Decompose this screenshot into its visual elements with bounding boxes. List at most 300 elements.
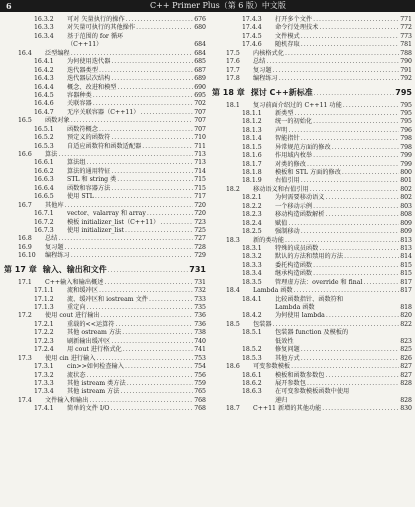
toc-section-number: 17.2.2 [34,329,54,337]
toc-page-number: 756 [194,371,206,379]
toc-leader-dots [93,100,193,108]
toc-section-number: 16.3.4 [34,32,54,40]
toc-page-number: 795 [395,87,412,97]
toc-section-title: 概念、改进和模型 [67,83,117,91]
toc-entry [212,24,412,32]
toc-section-title: 命令行处理技术 [275,24,319,32]
toc-entry [4,176,206,184]
toc-leader-dots [313,203,399,211]
toc-leader-dots [58,235,193,243]
toc-leader-dots [111,168,193,176]
toc-page-number: 795 [400,101,412,109]
toc-page-number: 725 [194,226,206,234]
toc-entry [212,296,412,304]
toc-section-title: 函数符概念 [67,125,98,133]
toc-entry [212,329,412,337]
toc-section-number: 17.2.3 [34,337,54,345]
toc-entry [212,397,412,405]
toc-page-number: 707 [194,125,206,133]
toc-leader-dots [319,24,399,32]
toc-leader-dots [147,210,193,218]
toc-entry [212,220,412,228]
toc-section-title: 使用 initializer_list [67,226,124,234]
toc-entry [4,227,206,235]
toc-leader-dots [313,270,399,278]
toc-leader-dots [294,287,400,295]
toc-section-title: 模板和 STL 方面的修改 [275,169,341,176]
toc-page-number: 720 [194,201,206,209]
toc-entry [4,117,206,125]
toc-page-number: 768 [194,405,206,413]
toc-section-title: 比较函数指针、函数符和 [275,295,344,303]
toc-entry [4,312,206,320]
toc-leader-dots [301,177,399,185]
toc-entry [4,235,206,243]
toc-section-number: 17.6 [226,58,240,66]
toc-leader-dots [342,169,399,177]
toc-leader-dots [313,262,399,270]
toc-leader-dots [111,58,193,66]
toc-section-title: 默认的方法和禁用的方法 [275,253,344,261]
toc-section-number: 17.4.6 [242,41,262,49]
toc-entry [212,161,412,169]
toc-section-number: 18.5 [226,320,240,328]
toc-entry [4,405,206,413]
toc-entry [212,405,412,413]
toc-leader-dots [285,50,399,58]
toc-page-number: 728 [194,243,206,251]
toc-entry [4,75,206,83]
toc-section-title: 其他 ostream 方法 [67,329,122,337]
toc-entry [212,372,412,380]
toc-page-number: 684 [194,41,206,49]
toc-leader-dots [93,92,193,100]
toc-section-number: 17.2 [18,312,32,320]
toc-entry [212,102,412,110]
toc-leader-dots [71,50,193,58]
toc-leader-dots [301,355,399,363]
toc-page-number: 823 [400,337,412,345]
toc-entry [4,329,206,337]
toc-section-number: 18.5.1 [242,329,262,337]
toc-section-number: 16.8 [18,235,32,243]
toc-entry [4,33,206,41]
toc-section-number: 18.6.3 [242,388,262,396]
toc-section-number: 16.9 [18,243,32,251]
toc-section-title: 文件模式 [275,32,300,40]
toc-section-title: 流、缓冲区和 iostream 文件 [67,295,148,303]
toc-section-number: 18.1.9 [242,177,262,185]
toc-leader-dots [117,176,193,184]
toc-section-title: 泛型编程 [45,49,70,57]
toc-entry [4,151,206,159]
toc-page-number: 790 [400,58,412,66]
toc-section-title: 流和缓冲区 [67,287,98,295]
toc-section-number: 第 17 章 [4,264,37,274]
toc-page-number: 822 [400,320,412,328]
toc-section-number: 17.2.4 [34,346,54,354]
toc-page-number: 771 [400,16,412,23]
toc-leader-dots [343,102,399,110]
toc-page-number: 828 [400,379,412,387]
toc-entry [4,372,206,380]
toc-section-title: 探讨 C++新标准 [250,87,313,97]
toc-leader-dots [301,41,399,49]
toc-section-number: 16.5 [18,117,32,125]
toc-page-number: 801 [400,177,412,185]
toc-page-number: 813 [400,244,412,252]
toc-leader-dots [273,67,400,75]
toc-section-title: 特殊的成员函数 [275,244,319,252]
toc-entry [212,338,412,346]
toc-leader-dots [326,372,400,380]
toc-leader-dots [97,355,194,363]
toc-page-number: 702 [194,100,206,108]
toc-section-number: 18.2.2 [242,202,262,210]
toc-section-number: 18.1.2 [242,118,262,126]
toc-section-number: 16.6.1 [34,159,54,167]
toc-page-number: 809 [400,219,412,227]
toc-section-number: 18.1.3 [242,126,262,134]
toc-leader-dots [122,329,193,337]
toc-leader-dots [87,159,194,167]
toc-section-title: 刷新输出缓冲区 [67,337,111,345]
toc-section-number: 17.3.1 [34,363,54,371]
toc-section-number: 18.5.3 [242,354,262,362]
toc-right-column [212,16,412,414]
toc-section-number: 18.1.6 [242,152,262,160]
toc-entry [4,388,206,396]
toc-leader-dots [65,244,194,252]
toc-section-number: 17.4.1 [34,405,54,413]
toc-page-number: 781 [400,41,412,49]
toc-section-number: 17.5 [226,49,240,57]
toc-entry [4,126,206,134]
toc-section-number: 16.7.1 [34,210,54,218]
toc-section-number: 18.3.3 [242,261,262,269]
toc-leader-dots [279,75,399,83]
toc-section-title: 总结 [253,58,266,66]
toc-section-number: 16.7 [18,201,32,209]
toc-entry [4,296,206,304]
toc-page-number: 792 [400,75,412,83]
toc-leader-dots [142,143,193,151]
toc-leader-dots [313,118,399,126]
toc-page-number: 736 [194,320,206,328]
toc-leader-dots [301,346,399,354]
toc-section-title: 复习题 [253,66,272,74]
toc-section-number: 16.4.3 [34,75,54,83]
toc-entry [4,24,206,32]
toc-leader-dots [140,109,193,117]
toc-section-title: 可变参数模板 [253,363,291,371]
toc-section-title: （C++11） [67,41,103,49]
toc-section-title: 函数和容器方法 [67,184,111,192]
toc-leader-dots [99,67,193,75]
toc-section-title: 一个移动示例 [275,202,313,210]
toc-section-number: 16.10 [18,252,36,260]
page-header [0,0,415,12]
toc-section-number: 16.6 [18,151,32,158]
toc-entry [212,33,412,41]
toc-page-number: 676 [194,16,206,23]
toc-section-title: 重定向 [67,304,86,311]
toc-section-title: 使用 STL [67,193,94,201]
toc-leader-dots [301,33,399,41]
toc-entry [212,287,412,295]
toc-section-title: 新类型 [275,109,294,117]
toc-page-number: 736 [194,312,206,320]
toc-leader-dots [111,338,193,346]
toc-page-number: 727 [194,235,206,243]
toc-page-number: 710 [194,134,206,142]
toc-page-number: 741 [194,346,206,354]
toc-section-number: 18.6.1 [242,371,262,379]
toc-leader-dots [125,227,193,235]
toc-section-title: 为何使用 lambda [275,312,325,320]
toc-page-number: 713 [194,159,206,167]
toc-page-number: 707 [194,117,206,125]
toc-page-number: 820 [400,312,412,320]
toc-section-number: 16.4.4 [34,83,54,91]
toc-page-number: 798 [400,135,412,143]
toc-section-title: 移动构造函数解析 [275,211,325,219]
toc-entry [4,346,206,354]
toc-page-number: 799 [400,152,412,160]
toc-page-number: 687 [194,66,206,74]
toc-section-number: 17.4.5 [242,32,262,40]
toc-section-title: 修复问题 [275,346,300,354]
toc-page-number: 827 [400,371,412,379]
toc-leader-dots [307,161,399,169]
toc-entry [212,194,412,202]
toc-section-title: 强制移动 [275,228,300,236]
toc-section-number: 17.1.2 [34,295,54,303]
toc-entry [4,58,206,66]
toc-entry [4,363,206,371]
toc-section-title: 可对 矢量执行的操作 [67,16,125,23]
toc-page-number: 827 [400,363,412,371]
toc-section-title: 算法的通用特征 [67,167,111,175]
toc-page-number: 715 [194,176,206,184]
toc-entry [4,219,206,227]
toc-section-title: 赋值 [275,219,288,227]
toc-section-number: 16.4.2 [34,66,54,74]
toc-page-number: 731 [189,264,206,274]
toc-page-number: 723 [194,218,206,226]
toc-section-number: 16.6.3 [34,176,54,184]
toc-page-number: 768 [194,396,206,404]
toc-section-number: 16.7.2 [34,218,54,226]
toc-chapter-entry [212,84,412,102]
toc-page-number: 695 [194,91,206,99]
toc-page-number: 765 [194,388,206,396]
toc-section-number: 第 18 章 [212,87,245,97]
toc-section-title: 输入、输出和文件 [42,264,107,274]
toc-section-number: 18.4.1 [242,295,262,303]
toc-section-number: 17.8 [226,75,240,83]
toc-section-title: 管理虚方法：override 和 final [275,278,363,286]
toc-section-number: 16.6.5 [34,193,54,201]
toc-section-number: 18.2.3 [242,211,262,219]
toc-page-number: 795 [400,118,412,126]
toc-entry [212,110,412,118]
toc-entry [212,58,412,66]
toc-entry [4,210,206,218]
toc-section-title: 用 cout 进行格式化 [67,346,122,354]
toc-page-number: 731 [194,278,206,286]
toc-entry [212,363,412,371]
toc-section-number: 18.1.7 [242,160,262,168]
toc-entry [4,185,206,193]
toc-section-title: 包装器 [253,320,272,328]
toc-section-number: 16.6.4 [34,184,54,192]
toc-section-number: 16.4.7 [34,108,54,116]
toc-entry [4,355,206,363]
toc-page-number: 717 [194,193,206,201]
toc-page-number: 798 [400,143,412,151]
toc-leader-dots [104,279,193,287]
book-title: C++ Primer Plus（第 6 版）中文版 [150,1,286,10]
toc-section-title: 关联容器 [67,100,92,108]
toc-section-title: 新的类功能 [253,236,284,244]
toc-section-number: 18.1.5 [242,143,262,151]
toc-leader-dots [326,194,400,202]
toc-section-number: 17.4 [18,396,32,404]
toc-section-number: 18.3.5 [242,278,262,286]
toc-page-number: 715 [194,184,206,192]
toc-section-title: 递归 [275,396,288,404]
toc-section-number: 18.1.4 [242,135,262,143]
toc-leader-dots [149,296,193,304]
toc-section-title: 对矢量可执行的其他操作 [67,24,136,32]
toc-section-number: 18.7 [226,405,240,413]
toc-entry [212,203,412,211]
toc-section-number: 18.2.4 [242,219,262,227]
toc-page-number: 685 [194,58,206,66]
toc-section-title: 预定义的函数符 [67,134,111,142]
toc-page-number: 814 [400,253,412,261]
toc-page-number: 817 [400,278,412,286]
toc-leader-dots [313,16,399,24]
toc-page-number: 799 [400,160,412,168]
toc-section-number: 16.4.1 [34,58,54,66]
toc-section-title: cin>>如何检查输入 [67,363,124,371]
toc-section-number: 18.1 [226,101,240,109]
toc-section-title: 基于范围的 for 循环 [67,32,124,40]
toc-page-number: 720 [194,210,206,218]
toc-section-number: 17.3 [18,354,32,362]
toc-entry [212,67,412,75]
toc-entry [4,84,206,92]
toc-entry [4,100,206,108]
toc-section-title: 总结 [45,235,58,243]
toc-entry [212,169,412,177]
toc-section-number: 18.1.8 [242,169,262,176]
toc-entry [212,312,412,320]
toc-page-number: 689 [194,75,206,83]
toc-page-number: 802 [400,194,412,202]
toc-section-number: 16.4.5 [34,91,54,99]
toc-page-number: 826 [400,354,412,362]
toc-section-title: 复习题 [45,243,64,251]
toc-page-number: 803 [400,202,412,210]
toc-section-title: 声明 [275,126,288,134]
toc-leader-dots [116,321,194,329]
toc-entry [4,92,206,100]
toc-page-number: 729 [194,252,206,260]
toc-leader-dots [313,152,399,160]
toc-leader-dots [71,117,193,125]
toc-section-number: 18.4.2 [242,312,262,320]
toc-section-number: 17.3.4 [34,388,54,396]
toc-section-number: 17.4.3 [242,16,262,23]
toc-section-title: 其他方式 [275,354,300,362]
toc-entry [4,202,206,210]
toc-section-title: 其他库 [45,201,64,209]
toc-leader-dots [288,127,399,135]
toc-section-title: 包装器 function 及模板的 [275,329,349,337]
toc-section-title: 右值引用 [275,177,300,185]
toc-section-title: 委托构造函数 [275,261,313,269]
toc-section-number: 18.1.1 [242,109,262,117]
toc-section-title: 为何需要移动语义 [275,194,325,202]
toc-page-number: 828 [400,396,412,404]
toc-leader-dots [126,16,194,24]
toc-leader-dots [326,312,399,320]
toc-entry [212,228,412,236]
toc-section-title: 移动语义和右值引用 [253,185,309,193]
toc-entry [212,262,412,270]
toc-entry [4,304,206,312]
toc-leader-dots [123,346,193,354]
toc-entry [4,67,206,75]
toc-section-number: 16.3.3 [34,24,54,32]
toc-leader-dots [125,363,193,371]
toc-section-number: 17.1.1 [34,287,54,295]
toc-page-number: 713 [194,151,206,158]
toc-page-number: 825 [400,346,412,354]
toc-section-number: 18.6 [226,363,240,371]
toc-page-number: 800 [400,169,412,176]
toc-section-number: 17.3.3 [34,379,54,387]
toc-leader-dots [121,388,194,396]
toc-page-number: 795 [400,109,412,117]
toc-section-number: 16.5.3 [34,142,54,150]
toc-page-number: 754 [194,363,206,371]
toc-page-number: 808 [400,211,412,219]
toc-section-title: 使用 cin 进行输入 [45,354,96,362]
toc-section-number: 18.2 [226,185,240,193]
toc-section-title: 重载的<<运算符 [67,320,115,328]
toc-page-number: 788 [400,49,412,57]
toc-section-title: 自适应函数符和函数适配器 [67,142,142,150]
toc-leader-dots [160,219,193,227]
toc-section-title: 模板和函数参数包 [275,371,325,379]
toc-entry [4,159,206,167]
toc-page-number: 753 [194,354,206,362]
toc-page-number: 759 [194,379,206,387]
toc-chapter-entry [4,261,206,279]
toc-page-number: 773 [400,32,412,40]
toc-leader-dots [301,135,399,143]
toc-entry [4,244,206,252]
toc-section-title: 编程练习 [45,252,70,260]
toc-section-title: 迭代器类型 [67,66,98,74]
toc-section-number: 16.5.1 [34,125,54,133]
toc-leader-dots [111,185,193,193]
toc-leader-dots [87,304,194,312]
